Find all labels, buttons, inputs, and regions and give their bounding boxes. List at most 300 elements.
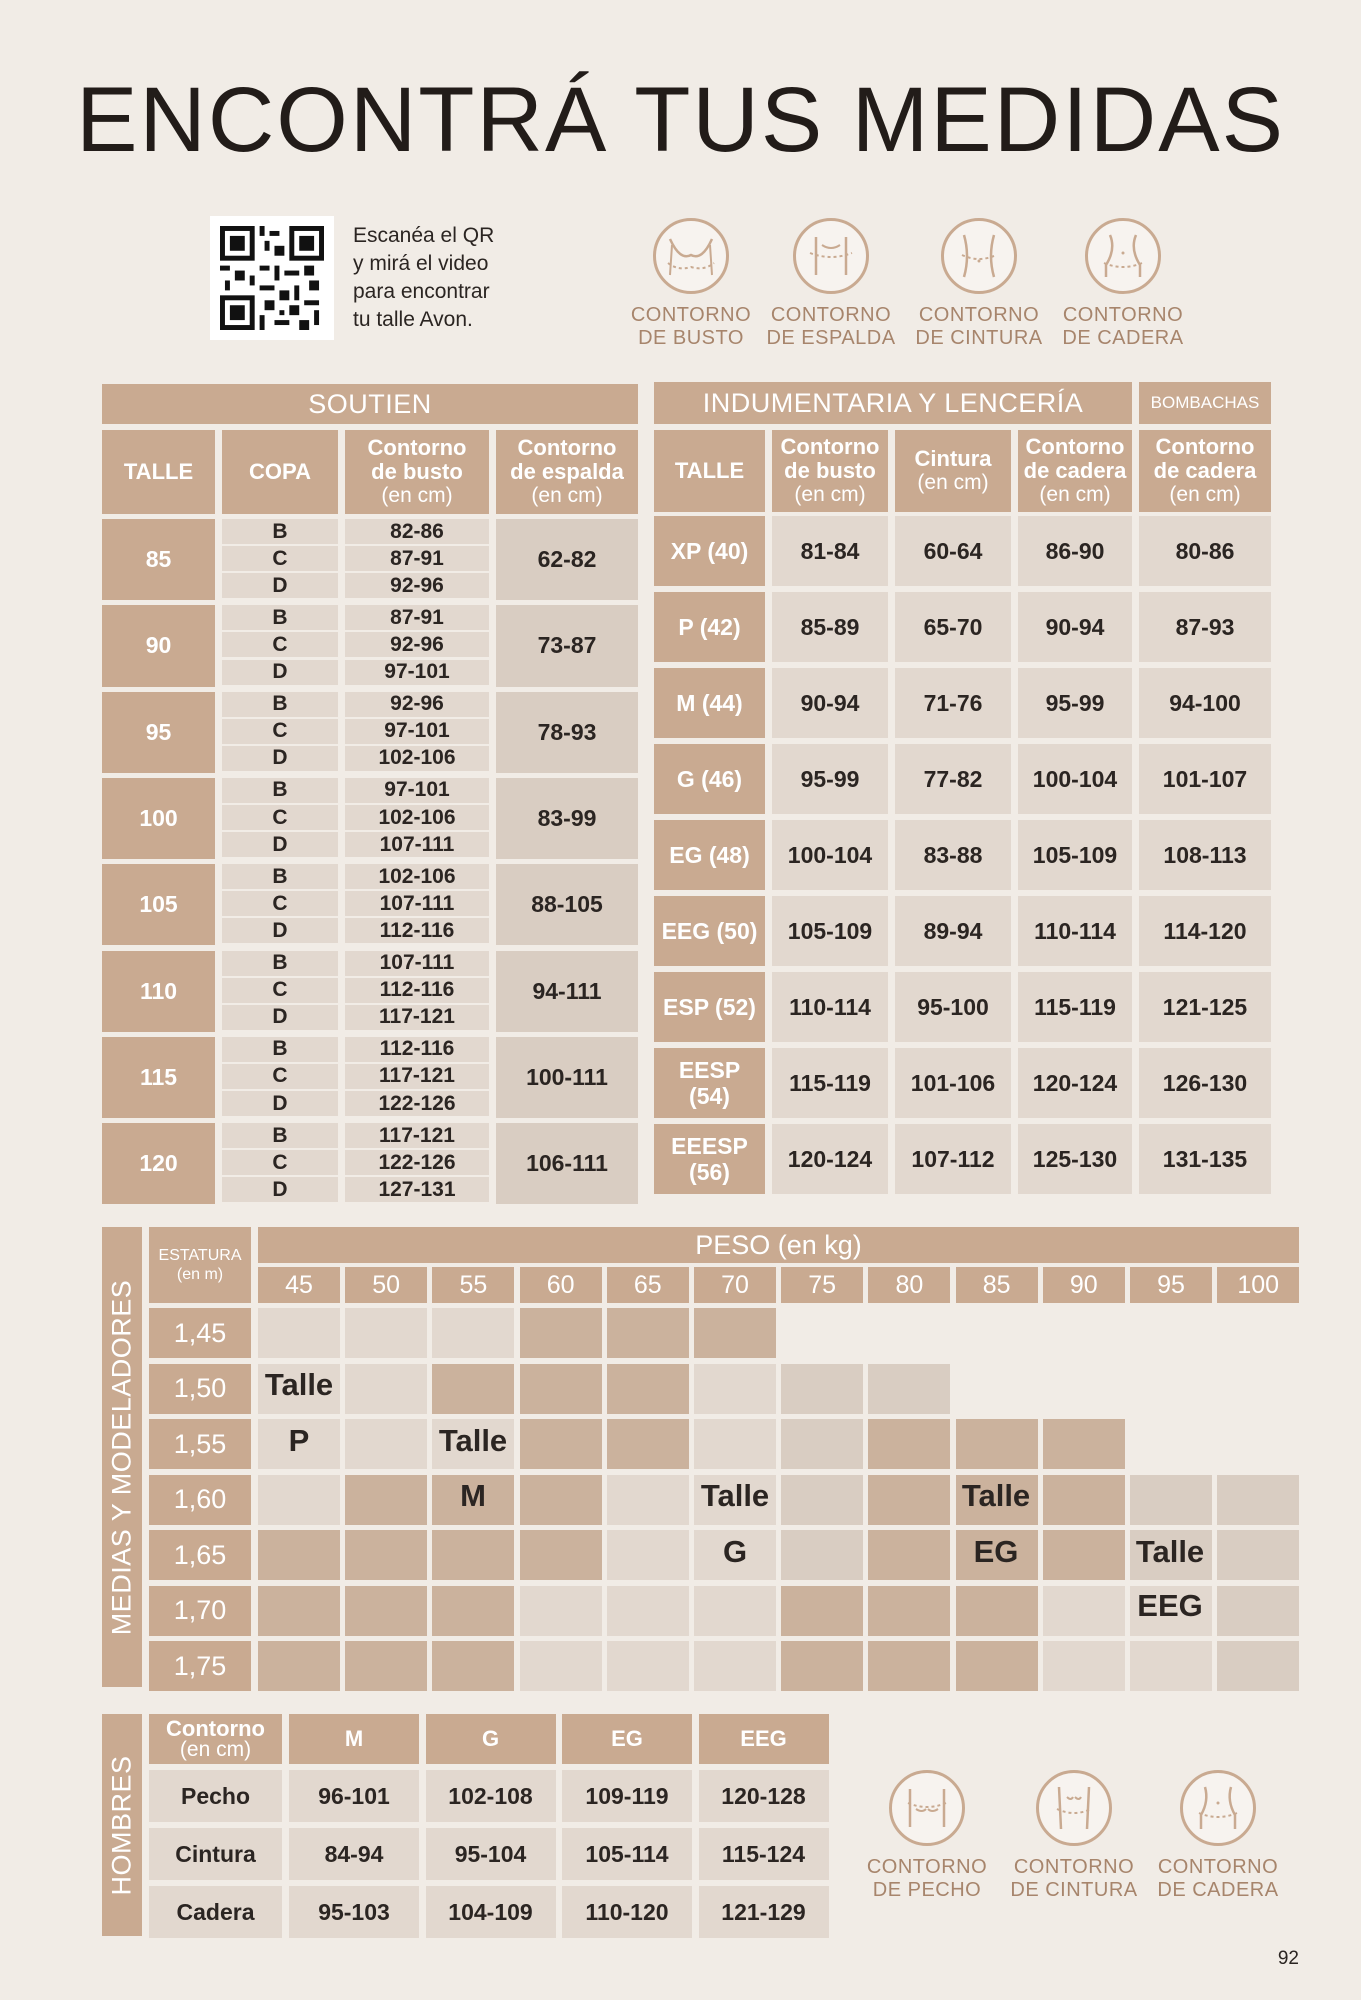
ind-header-bombacha bbox=[1139, 430, 1271, 512]
soutien-busto-cell: 82-86 bbox=[345, 519, 489, 544]
soutien-copa-cell: B bbox=[222, 519, 338, 544]
soutien-busto-cell: 117-121 bbox=[345, 1005, 489, 1030]
hombres-size-header: EEG bbox=[699, 1714, 829, 1764]
medias-grid-cell bbox=[1217, 1530, 1299, 1580]
ind-header-cintura bbox=[895, 430, 1011, 512]
soutien-copa-cell: D bbox=[222, 660, 338, 685]
header-line: Contorno bbox=[166, 1716, 265, 1741]
medias-grid-cell bbox=[432, 1530, 514, 1580]
medias-grid-cell bbox=[520, 1475, 602, 1525]
soutien-copa-cell: B bbox=[222, 864, 338, 889]
medias-grid-cell bbox=[345, 1586, 427, 1636]
ind-talle-line: (56) bbox=[689, 1159, 730, 1185]
header-line: (en m) bbox=[176, 1266, 224, 1283]
bra-icon bbox=[653, 218, 729, 294]
soutien-copa-cell: C bbox=[222, 805, 338, 830]
hombres-row-label: Pecho bbox=[149, 1770, 282, 1822]
soutien-title: SOUTIEN bbox=[102, 384, 638, 424]
men-waist-icon bbox=[1036, 1770, 1112, 1846]
medias-grid-cell bbox=[868, 1586, 950, 1636]
ind-cintura-cell: 65-70 bbox=[895, 592, 1011, 662]
medias-grid-cell bbox=[520, 1308, 602, 1358]
medias-grid-cell bbox=[607, 1475, 689, 1525]
peso-column-header: 90 bbox=[1043, 1267, 1125, 1303]
soutien-espalda-cell: 88-105 bbox=[496, 864, 638, 945]
soutien-copa-cell: D bbox=[222, 832, 338, 857]
medias-grid-cell bbox=[781, 1364, 863, 1414]
ind-cintura-cell: 83-88 bbox=[895, 820, 1011, 890]
header-line: de busto bbox=[784, 458, 876, 483]
header-line: (en cm) bbox=[794, 483, 866, 506]
soutien-busto-cell: 87-91 bbox=[345, 605, 489, 630]
ind-talle-line: EESP bbox=[678, 1057, 741, 1083]
medias-grid-cell bbox=[1130, 1641, 1212, 1691]
hip-measure bbox=[1054, 218, 1192, 350]
hombres-value-cell: 102-108 bbox=[426, 1770, 556, 1822]
medias-grid-cell bbox=[520, 1419, 602, 1469]
medias-grid-cell bbox=[258, 1475, 340, 1525]
soutien-busto-cell: 102-106 bbox=[345, 864, 489, 889]
soutien-busto-cell: 107-111 bbox=[345, 891, 489, 916]
medias-grid-cell bbox=[345, 1364, 427, 1414]
ind-busto-cell: 100-104 bbox=[772, 820, 888, 890]
icon-label: DE CADERA bbox=[1062, 327, 1184, 349]
estatura-row-header: 1,75 bbox=[149, 1641, 251, 1691]
medias-grid-cell bbox=[258, 1530, 340, 1580]
ind-talle-line: M (44) bbox=[676, 690, 743, 716]
medias-grid-cell bbox=[520, 1364, 602, 1414]
ind-talle-cell bbox=[654, 592, 765, 662]
medias-grid-cell bbox=[607, 1419, 689, 1469]
medias-grid-cell bbox=[432, 1641, 514, 1691]
header-line: ESTATURA bbox=[158, 1247, 242, 1264]
soutien-espalda-cell: 94-111 bbox=[496, 951, 638, 1032]
medias-grid-cell bbox=[1217, 1475, 1299, 1525]
soutien-talle-cell: 85 bbox=[102, 519, 215, 600]
soutien-talle-cell: 90 bbox=[102, 605, 215, 686]
soutien-busto-cell: 122-126 bbox=[345, 1150, 489, 1175]
soutien-header-espalda bbox=[496, 430, 638, 514]
ind-cadera-cell: 110-114 bbox=[1018, 896, 1132, 966]
hombres-value-cell: 115-124 bbox=[699, 1828, 829, 1880]
soutien-busto-cell: 97-101 bbox=[345, 719, 489, 744]
soutien-espalda-cell: 62-82 bbox=[496, 519, 638, 600]
chest-icon bbox=[889, 1770, 965, 1846]
ind-bombacha-cell: 94-100 bbox=[1139, 668, 1271, 738]
indumentaria-title: INDUMENTARIA Y LENCERÍA bbox=[654, 382, 1132, 424]
ind-busto-cell: 120-124 bbox=[772, 1124, 888, 1194]
ind-talle-line: (54) bbox=[689, 1083, 730, 1109]
soutien-busto-cell: 92-96 bbox=[345, 692, 489, 717]
medias-grid-cell bbox=[694, 1419, 776, 1469]
ind-cadera-cell: 120-124 bbox=[1018, 1048, 1132, 1118]
header-line: (en cm) bbox=[1039, 483, 1111, 506]
medias-grid-cell bbox=[520, 1530, 602, 1580]
icon-label: DE ESPALDA bbox=[766, 327, 896, 349]
medias-grid-cell bbox=[1130, 1475, 1212, 1525]
icon-label: CONTORNO bbox=[1062, 304, 1184, 326]
ind-cadera-cell: 100-104 bbox=[1018, 744, 1132, 814]
ind-busto-cell: 90-94 bbox=[772, 668, 888, 738]
soutien-copa-cell: D bbox=[222, 1091, 338, 1116]
medias-grid-cell bbox=[345, 1475, 427, 1525]
header-line: Cintura bbox=[914, 446, 992, 471]
ind-talle-cell bbox=[654, 1124, 765, 1194]
medias-grid-cell bbox=[520, 1586, 602, 1636]
medias-grid-cell bbox=[694, 1586, 776, 1636]
men-hip-icon bbox=[1180, 1770, 1256, 1846]
ind-bombacha-cell: 87-93 bbox=[1139, 592, 1271, 662]
soutien-busto-cell: 127-131 bbox=[345, 1177, 489, 1202]
soutien-espalda-cell: 73-87 bbox=[496, 605, 638, 686]
talle-g-label-1: Talle bbox=[700, 1478, 770, 1513]
ind-talle-cell bbox=[654, 516, 765, 586]
ind-talle-line: EEESP bbox=[671, 1133, 748, 1159]
peso-column-header: 80 bbox=[868, 1267, 950, 1303]
ind-bombacha-cell: 114-120 bbox=[1139, 896, 1271, 966]
ind-talle-line: XP (40) bbox=[670, 538, 749, 564]
waist-icon bbox=[941, 218, 1017, 294]
men-waist-measure bbox=[1004, 1770, 1144, 1902]
header-line: Contorno bbox=[367, 435, 467, 460]
soutien-copa-cell: C bbox=[222, 1064, 338, 1089]
ind-cintura-cell: 95-100 bbox=[895, 972, 1011, 1042]
ind-cadera-cell: 95-99 bbox=[1018, 668, 1132, 738]
page-number: 92 bbox=[1277, 1948, 1299, 1969]
soutien-busto-cell: 107-111 bbox=[345, 832, 489, 857]
talle-p-label-1: Talle bbox=[264, 1367, 334, 1402]
icon-label: DE CADERA bbox=[1157, 1879, 1279, 1901]
hombres-value-cell: 121-129 bbox=[699, 1886, 829, 1938]
talle-m-label-1: Talle bbox=[438, 1423, 508, 1458]
header-line: Contorno bbox=[780, 434, 880, 459]
peso-column-header: 75 bbox=[781, 1267, 863, 1303]
ind-bombacha-cell: 131-135 bbox=[1139, 1124, 1271, 1194]
ind-cintura-cell: 89-94 bbox=[895, 896, 1011, 966]
ind-cintura-cell: 60-64 bbox=[895, 516, 1011, 586]
medias-grid-cell bbox=[781, 1530, 863, 1580]
soutien-copa-cell: D bbox=[222, 573, 338, 598]
qr-code[interactable] bbox=[210, 216, 334, 340]
ind-busto-cell: 105-109 bbox=[772, 896, 888, 966]
soutien-copa-cell: B bbox=[222, 1037, 338, 1062]
peso-column-header: 55 bbox=[432, 1267, 514, 1303]
icon-label: CONTORNO bbox=[1013, 1856, 1135, 1878]
soutien-busto-cell: 97-101 bbox=[345, 778, 489, 803]
ind-talle-line: ESP (52) bbox=[663, 994, 756, 1020]
ind-bombacha-cell: 121-125 bbox=[1139, 972, 1271, 1042]
header-line: Contorno bbox=[1025, 434, 1125, 459]
ind-talle-line: EEG (50) bbox=[661, 918, 758, 944]
medias-grid-cell bbox=[1043, 1475, 1125, 1525]
peso-column-header: 85 bbox=[956, 1267, 1038, 1303]
back-measure bbox=[766, 218, 896, 350]
medias-grid-cell bbox=[868, 1641, 950, 1691]
medias-grid-cell bbox=[781, 1641, 863, 1691]
medias-grid-cell bbox=[607, 1530, 689, 1580]
hombres-value-cell: 105-114 bbox=[562, 1828, 692, 1880]
estatura-row-header: 1,55 bbox=[149, 1419, 251, 1469]
soutien-talle-cell: 120 bbox=[102, 1123, 215, 1204]
medias-grid-cell bbox=[607, 1586, 689, 1636]
header-line: de busto bbox=[371, 459, 463, 484]
soutien-copa-cell: D bbox=[222, 1005, 338, 1030]
soutien-espalda-cell: 78-93 bbox=[496, 692, 638, 773]
ind-header-busto bbox=[772, 430, 888, 512]
medias-grid-cell bbox=[1043, 1586, 1125, 1636]
talle-eeg-label-1: Talle bbox=[1135, 1534, 1205, 1569]
icon-label: CONTORNO bbox=[1157, 1856, 1279, 1878]
medias-grid-cell bbox=[258, 1641, 340, 1691]
medias-grid-cell bbox=[868, 1530, 950, 1580]
hombres-value-cell: 84-94 bbox=[289, 1828, 419, 1880]
hombres-size-header: G bbox=[426, 1714, 556, 1764]
qr-text-line: y mirá el video bbox=[353, 252, 489, 275]
ind-talle-cell bbox=[654, 744, 765, 814]
peso-column-header: 100 bbox=[1217, 1267, 1299, 1303]
medias-side-label: MEDIAS Y MODELADORES bbox=[106, 1279, 137, 1635]
estatura-header bbox=[149, 1227, 251, 1303]
waist-measure bbox=[910, 218, 1048, 350]
ind-talle-line: G (46) bbox=[676, 766, 743, 792]
soutien-talle-cell: 115 bbox=[102, 1037, 215, 1118]
soutien-copa-cell: B bbox=[222, 692, 338, 717]
ind-header-cadera bbox=[1018, 430, 1132, 512]
soutien-espalda-cell: 83-99 bbox=[496, 778, 638, 859]
icon-label: CONTORNO bbox=[866, 1856, 988, 1878]
soutien-busto-cell: 107-111 bbox=[345, 951, 489, 976]
estatura-row-header: 1,45 bbox=[149, 1308, 251, 1358]
header-line: de espalda bbox=[510, 459, 624, 484]
header-line: (en cm) bbox=[917, 471, 989, 494]
soutien-copa-cell: B bbox=[222, 1123, 338, 1148]
header-line: Contorno bbox=[1155, 434, 1255, 459]
medias-grid-cell bbox=[258, 1586, 340, 1636]
ind-cadera-cell: 115-119 bbox=[1018, 972, 1132, 1042]
icon-label: CONTORNO bbox=[918, 304, 1040, 326]
soutien-busto-cell: 97-101 bbox=[345, 660, 489, 685]
hombres-header-contorno bbox=[149, 1714, 282, 1764]
ind-talle-cell bbox=[654, 896, 765, 966]
soutien-copa-cell: D bbox=[222, 918, 338, 943]
medias-grid-cell bbox=[694, 1308, 776, 1358]
medias-grid-cell bbox=[694, 1364, 776, 1414]
header-line: (en cm) bbox=[179, 1738, 252, 1761]
soutien-copa-cell: D bbox=[222, 746, 338, 771]
peso-column-header: 65 bbox=[607, 1267, 689, 1303]
medias-grid-cell bbox=[868, 1475, 950, 1525]
peso-column-header: 60 bbox=[520, 1267, 602, 1303]
hombres-row-label: Cadera bbox=[149, 1886, 282, 1938]
soutien-header-copa: COPA bbox=[222, 430, 338, 514]
peso-column-header: 50 bbox=[345, 1267, 427, 1303]
talle-eeg-label-2: EEG bbox=[1137, 1588, 1203, 1623]
soutien-busto-cell: 117-121 bbox=[345, 1123, 489, 1148]
hombres-value-cell: 96-101 bbox=[289, 1770, 419, 1822]
ind-talle-cell bbox=[654, 668, 765, 738]
talle-g-label-2: G bbox=[722, 1534, 748, 1569]
ind-busto-cell: 110-114 bbox=[772, 972, 888, 1042]
hombres-side-label: HOMBRES bbox=[106, 1754, 137, 1896]
soutien-busto-cell: 92-96 bbox=[345, 632, 489, 657]
hombres-row-label: Cintura bbox=[149, 1828, 282, 1880]
page-title: ENCONTRÁ TUS MEDIDAS bbox=[76, 69, 1285, 171]
qr-code-icon bbox=[220, 226, 324, 330]
soutien-copa-cell: B bbox=[222, 605, 338, 630]
medias-side-title bbox=[102, 1227, 142, 1687]
soutien-busto-cell: 112-116 bbox=[345, 1037, 489, 1062]
soutien-talle-cell: 100 bbox=[102, 778, 215, 859]
medias-grid-cell bbox=[432, 1308, 514, 1358]
header-line: Contorno bbox=[517, 435, 617, 460]
soutien-copa-cell: D bbox=[222, 1177, 338, 1202]
soutien-busto-cell: 102-106 bbox=[345, 746, 489, 771]
talle-p-label-2: P bbox=[288, 1423, 310, 1458]
ind-cintura-cell: 71-76 bbox=[895, 668, 1011, 738]
soutien-busto-cell: 92-96 bbox=[345, 573, 489, 598]
hip-icon bbox=[1085, 218, 1161, 294]
qr-text-line: para encontrar bbox=[353, 280, 490, 303]
soutien-talle-cell: 105 bbox=[102, 864, 215, 945]
ind-busto-cell: 115-119 bbox=[772, 1048, 888, 1118]
medias-grid-cell bbox=[1217, 1586, 1299, 1636]
medias-grid-cell bbox=[345, 1308, 427, 1358]
medias-grid-cell bbox=[432, 1364, 514, 1414]
soutien-espalda-cell: 100-111 bbox=[496, 1037, 638, 1118]
medias-grid-cell bbox=[1217, 1641, 1299, 1691]
ind-talle-cell bbox=[654, 972, 765, 1042]
ind-cadera-cell: 90-94 bbox=[1018, 592, 1132, 662]
ind-cadera-cell: 105-109 bbox=[1018, 820, 1132, 890]
hombres-side-title bbox=[102, 1714, 142, 1936]
soutien-copa-cell: C bbox=[222, 978, 338, 1003]
header-line: (en cm) bbox=[381, 484, 453, 507]
soutien-talle-cell: 95 bbox=[102, 692, 215, 773]
medias-grid-cell bbox=[1043, 1530, 1125, 1580]
header-line: (en cm) bbox=[531, 484, 603, 507]
medias-grid-cell bbox=[781, 1419, 863, 1469]
medias-grid-cell bbox=[258, 1308, 340, 1358]
medias-grid-cell bbox=[868, 1364, 950, 1414]
ind-busto-cell: 81-84 bbox=[772, 516, 888, 586]
medias-grid-cell bbox=[781, 1475, 863, 1525]
ind-cintura-cell: 107-112 bbox=[895, 1124, 1011, 1194]
medias-grid-cell bbox=[345, 1530, 427, 1580]
hombres-value-cell: 95-103 bbox=[289, 1886, 419, 1938]
soutien-copa-cell: C bbox=[222, 891, 338, 916]
soutien-busto-cell: 112-116 bbox=[345, 918, 489, 943]
hombres-value-cell: 109-119 bbox=[562, 1770, 692, 1822]
medias-grid-cell bbox=[345, 1641, 427, 1691]
soutien-busto-cell: 112-116 bbox=[345, 978, 489, 1003]
soutien-talle-cell: 110 bbox=[102, 951, 215, 1032]
medias-grid-cell bbox=[1043, 1641, 1125, 1691]
header-line: de cadera bbox=[1023, 458, 1127, 483]
back-icon bbox=[793, 218, 869, 294]
estatura-row-header: 1,65 bbox=[149, 1530, 251, 1580]
soutien-copa-cell: C bbox=[222, 546, 338, 571]
icon-label: DE CINTURA bbox=[915, 327, 1043, 349]
hombres-value-cell: 104-109 bbox=[426, 1886, 556, 1938]
ind-bombacha-cell: 101-107 bbox=[1139, 744, 1271, 814]
ind-cintura-cell: 77-82 bbox=[895, 744, 1011, 814]
medias-grid-cell bbox=[868, 1419, 950, 1469]
estatura-row-header: 1,70 bbox=[149, 1586, 251, 1636]
hombres-size-header: M bbox=[289, 1714, 419, 1764]
icon-label: DE PECHO bbox=[872, 1879, 982, 1901]
hombres-size-header: EG bbox=[562, 1714, 692, 1764]
bust-measure bbox=[628, 218, 754, 350]
icon-label: CONTORNO bbox=[630, 304, 752, 326]
talle-m-label-2: M bbox=[460, 1478, 486, 1513]
soutien-header-talle: TALLE bbox=[102, 430, 215, 514]
peso-column-header: 70 bbox=[694, 1267, 776, 1303]
estatura-row-header: 1,50 bbox=[149, 1364, 251, 1414]
medias-grid-cell bbox=[345, 1419, 427, 1469]
ind-bombacha-cell: 126-130 bbox=[1139, 1048, 1271, 1118]
peso-column-header: 95 bbox=[1130, 1267, 1212, 1303]
men-hip-measure bbox=[1150, 1770, 1286, 1902]
soutien-copa-cell: B bbox=[222, 951, 338, 976]
medias-grid-cell bbox=[432, 1586, 514, 1636]
hombres-value-cell: 120-128 bbox=[699, 1770, 829, 1822]
ind-cadera-cell: 86-90 bbox=[1018, 516, 1132, 586]
header-line: de cadera bbox=[1153, 458, 1257, 483]
soutien-busto-cell: 122-126 bbox=[345, 1091, 489, 1116]
talle-eg-label-2: EG bbox=[973, 1534, 1019, 1569]
medias-grid-cell bbox=[607, 1641, 689, 1691]
ind-header-talle: TALLE bbox=[654, 430, 765, 512]
icon-label: DE BUSTO bbox=[638, 327, 744, 349]
medias-grid-cell bbox=[956, 1641, 1038, 1691]
medias-grid-cell bbox=[1043, 1419, 1125, 1469]
icon-label: CONTORNO bbox=[770, 304, 892, 326]
medias-grid-cell bbox=[694, 1641, 776, 1691]
ind-cintura-cell: 101-106 bbox=[895, 1048, 1011, 1118]
medias-grid-cell bbox=[520, 1641, 602, 1691]
hombres-value-cell: 110-120 bbox=[562, 1886, 692, 1938]
medias-grid-cell bbox=[607, 1308, 689, 1358]
medias-grid-cell bbox=[781, 1586, 863, 1636]
hombres-value-cell: 95-104 bbox=[426, 1828, 556, 1880]
bombachas-title: BOMBACHAS bbox=[1139, 382, 1271, 424]
qr-instructions bbox=[353, 222, 494, 334]
soutien-copa-cell: B bbox=[222, 778, 338, 803]
talle-eg-label-1: Talle bbox=[961, 1478, 1031, 1513]
ind-cadera-cell: 125-130 bbox=[1018, 1124, 1132, 1194]
ind-bombacha-cell: 80-86 bbox=[1139, 516, 1271, 586]
icon-label: DE CINTURA bbox=[1010, 1879, 1138, 1901]
medias-grid-cell bbox=[607, 1364, 689, 1414]
ind-talle-line: P (42) bbox=[678, 614, 741, 640]
soutien-busto-cell: 102-106 bbox=[345, 805, 489, 830]
soutien-copa-cell: C bbox=[222, 719, 338, 744]
soutien-espalda-cell: 106-111 bbox=[496, 1123, 638, 1204]
soutien-header-busto bbox=[345, 430, 489, 514]
soutien-copa-cell: C bbox=[222, 632, 338, 657]
ind-busto-cell: 85-89 bbox=[772, 592, 888, 662]
soutien-busto-cell: 117-121 bbox=[345, 1064, 489, 1089]
ind-talle-cell bbox=[654, 820, 765, 890]
qr-text-line: Escanéa el QR bbox=[353, 224, 495, 247]
ind-talle-cell bbox=[654, 1048, 765, 1118]
soutien-copa-cell: C bbox=[222, 1150, 338, 1175]
medias-grid-cell bbox=[956, 1586, 1038, 1636]
ind-talle-line: EG (48) bbox=[669, 842, 750, 868]
ind-busto-cell: 95-99 bbox=[772, 744, 888, 814]
medias-grid-cell bbox=[956, 1419, 1038, 1469]
peso-column-header: 45 bbox=[258, 1267, 340, 1303]
